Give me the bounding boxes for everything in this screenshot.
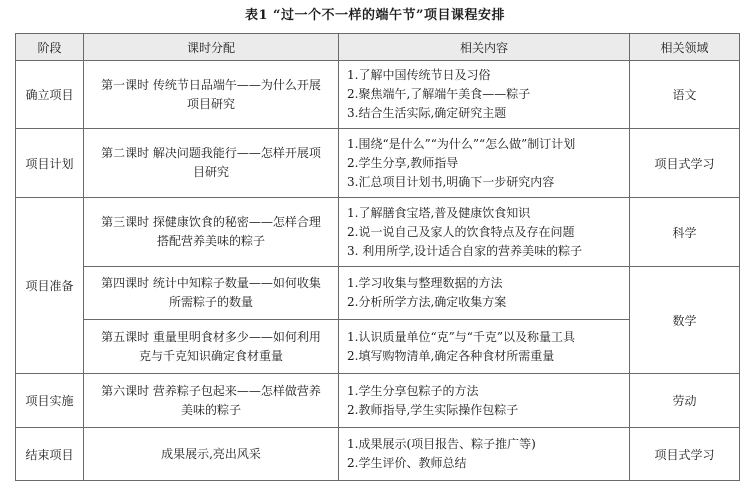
- field-cell: 语文: [630, 61, 740, 129]
- stage-cell: 项目实施: [16, 374, 84, 428]
- content-line: 1.围绕“是什么”“为什么”“怎么做”制订计划: [347, 136, 576, 151]
- field-cell: 劳动: [630, 374, 740, 428]
- lesson-cell: 第一课时 传统节日品端午——为什么开展项目研究: [84, 61, 339, 129]
- stage-cell: 结束项目: [16, 428, 84, 481]
- header-lesson: 课时分配: [84, 34, 339, 61]
- content-line: 3.结合生活实际,确定研究主题: [347, 106, 507, 120]
- lesson-cell: 成果展示,亮出风采: [84, 428, 339, 481]
- content-cell: [339, 428, 630, 481]
- field-cell: 项目式学习: [630, 428, 740, 481]
- lesson-cell: 第二课时 解决问题我能行——怎样开展项目研究: [84, 129, 339, 198]
- content-cell: [339, 267, 630, 320]
- content-cell: [339, 374, 630, 428]
- header-content: 相关内容: [339, 34, 630, 61]
- content-line: 1.成果展示(项目报告、粽子推广等): [347, 437, 536, 451]
- table-caption: 表1 “过一个不一样的端午节”项目课程安排: [244, 8, 506, 23]
- field-cell: 数学: [630, 267, 740, 374]
- content-line: 2.学生评价、教师总结: [347, 456, 467, 470]
- lesson-cell: 第四课时 统计中知粽子数量——如何收集所需粽子的数量: [84, 267, 339, 320]
- content-line: 3. 利用所学,设计适合自家的营养美味的粽子: [347, 243, 583, 258]
- table-row: [16, 428, 740, 481]
- stage-cell: 确立项目: [16, 61, 84, 129]
- stage-cell: 项目准备: [16, 198, 84, 374]
- table-row: [16, 61, 740, 129]
- content-cell: [339, 61, 630, 129]
- content-line: 1.学生分享包粽子的方法: [347, 383, 479, 398]
- content-line: 2.分析所学方法,确定收集方案: [347, 295, 507, 309]
- lesson-cell: 第三课时 探健康饮食的秘密——怎样合理搭配营养美味的粽子: [84, 198, 339, 267]
- table-row: [16, 267, 740, 320]
- content-line: 1.认识质量单位“克”与“千克”以及称量工具: [347, 329, 575, 344]
- table-row: [16, 129, 740, 198]
- course-schedule-table: [15, 33, 740, 481]
- header-field: 相关领域: [630, 34, 740, 61]
- field-cell: 项目式学习: [630, 129, 740, 198]
- content-line: 1.了解中国传统节日及习俗: [347, 68, 491, 82]
- content-cell: [339, 129, 630, 198]
- content-cell: [339, 320, 630, 374]
- content-line: 2.学生分享,教师指导: [347, 155, 459, 170]
- stage-cell: 项目计划: [16, 129, 84, 198]
- content-line: 2.说一说自己及家人的饮食特点及存在问题: [347, 224, 575, 239]
- content-line: 2.填写购物清单,确定各种食材所需重量: [347, 348, 555, 363]
- lesson-cell: 第六课时 营养粽子包起来——怎样做营养美味的粽子: [84, 374, 339, 428]
- content-line: 2.教师指导,学生实际操作包粽子: [347, 402, 519, 417]
- field-cell: 科学: [630, 198, 740, 267]
- content-cell: [339, 198, 630, 267]
- lesson-cell: 第五课时 重量里明食材多少——如何利用克与千克知识确定食材重量: [84, 320, 339, 374]
- table-header-row: [16, 34, 740, 61]
- table-row: [16, 374, 740, 428]
- content-line: 3.汇总项目计划书,明确下一步研究内容: [347, 174, 555, 189]
- content-line: 1.学习收集与整理数据的方法: [347, 276, 503, 290]
- content-line: 2.聚焦端午,了解端午美食——粽子: [347, 87, 531, 101]
- header-stage: 阶段: [16, 34, 84, 61]
- content-line: 1.了解膳食宝塔,普及健康饮食知识: [347, 205, 531, 220]
- table-row: [16, 198, 740, 267]
